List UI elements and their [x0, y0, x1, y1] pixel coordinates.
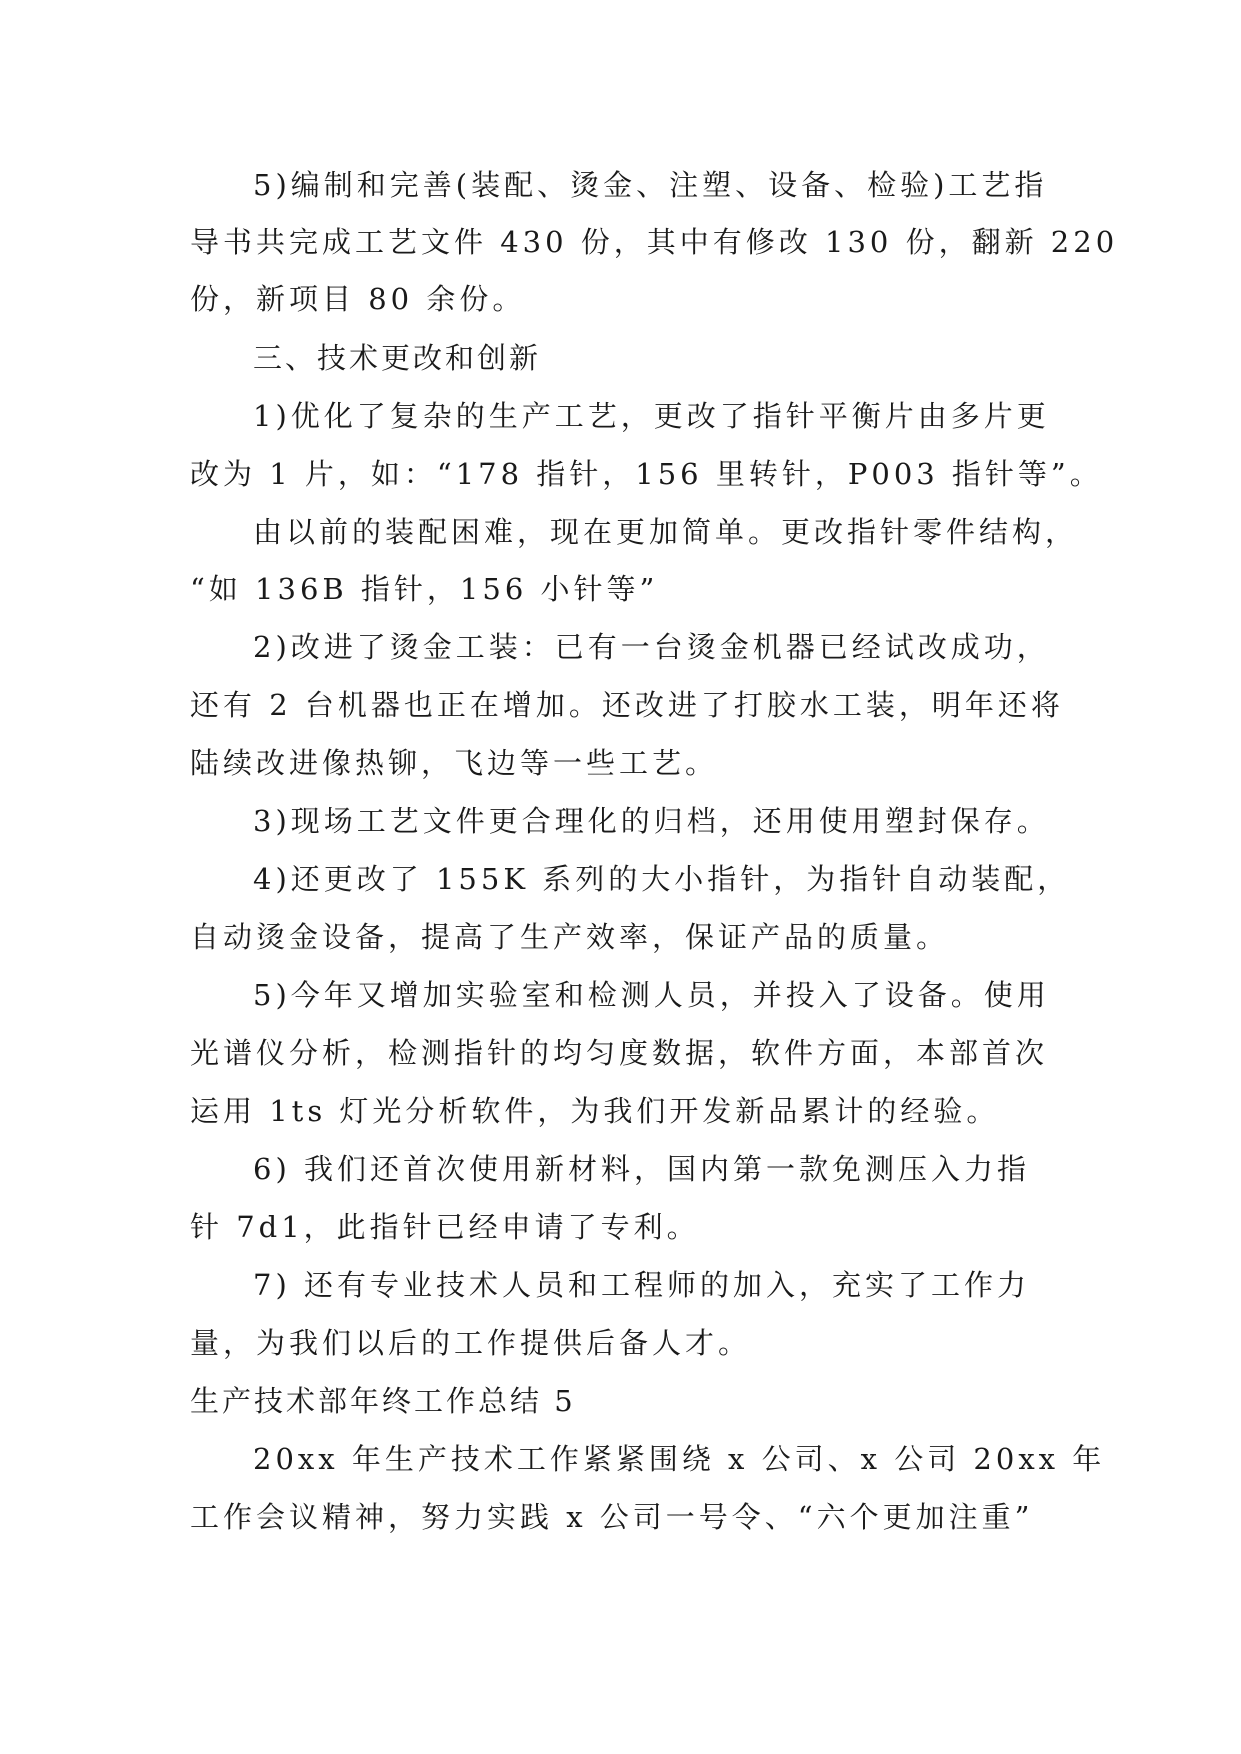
paragraph-line: 20xx 年生产技术工作紧紧围绕 x 公司、x 公司 20xx 年	[253, 1442, 1106, 1476]
paragraph-line: 3)现场工艺文件更合理化的归档，还用使用塑封保存。	[253, 804, 1050, 838]
paragraph-line: 由以前的装配困难，现在更加简单。更改指针零件结构，	[253, 515, 1079, 549]
paragraph-line: 5)编制和完善(装配、烫金、注塑、设备、检验)工艺指	[253, 168, 1048, 202]
paragraph-line: 自动烫金设备，提高了生产效率，保证产品的质量。	[190, 920, 950, 954]
paragraph-line: 工作会议精神，努力实践 x 公司一号令、“六个更加注重”	[190, 1500, 1034, 1534]
paragraph-line: 陆续改进像热铆，飞边等一些工艺。	[190, 746, 719, 780]
paragraph-line: 量，为我们以后的工作提供后备人才。	[190, 1326, 752, 1360]
paragraph-line: 4)还更改了 155K 系列的大小指针，为指针自动装配，	[253, 862, 1071, 896]
paragraph-line: 运用 1ts 灯光分析软件，为我们开发新品累计的经验。	[190, 1094, 1000, 1128]
paragraph-line: 导书共完成工艺文件 430 份，其中有修改 130 份，翻新 220	[190, 225, 1119, 259]
paragraph-line: 改为 1 片，如：“178 指针，156 里转针，P003 指针等”。	[190, 457, 1103, 491]
paragraph-line: 5)今年又增加实验室和检测人员，并投入了设备。使用	[253, 978, 1050, 1012]
section-heading: 三、技术更改和创新	[253, 341, 542, 375]
paragraph-line: 1)优化了复杂的生产工艺，更改了指针平衡片由多片更	[253, 399, 1050, 433]
paragraph-line: 针 7d1，此指针已经申请了专利。	[190, 1210, 700, 1244]
paragraph-line: 6) 我们还首次使用新材料，国内第一款免测压入力指	[253, 1152, 1030, 1186]
paragraph-line: 还有 2 台机器也正在增加。还改进了打胶水工装，明年还将	[190, 688, 1064, 722]
paragraph-line: 光谱仪分析，检测指针的均匀度数据，软件方面，本部首次	[190, 1036, 1049, 1070]
paragraph-line: “如 136B 指针，156 小针等”	[190, 572, 659, 606]
paragraph-line: 份，新项目 80 余份。	[190, 282, 526, 316]
section-title: 生产技术部年终工作总结 5	[190, 1384, 576, 1418]
paragraph-line: 2)改进了烫金工装：已有一台烫金机器已经试改成功，	[253, 630, 1050, 664]
paragraph-line: 7) 还有专业技术人员和工程师的加入，充实了工作力	[253, 1268, 1030, 1302]
